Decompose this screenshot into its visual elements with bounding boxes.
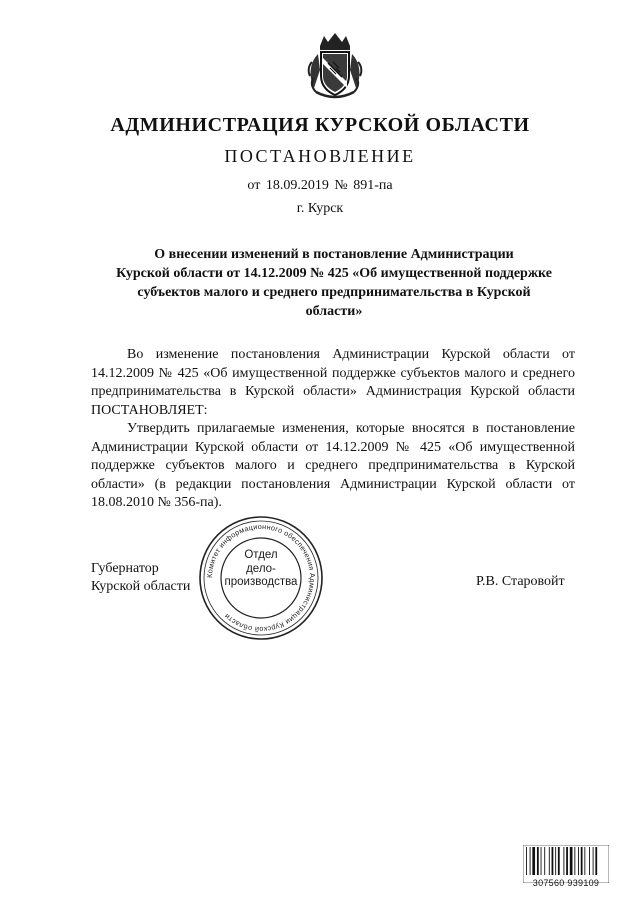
barcode-bar [549,847,550,875]
document-type: ПОСТАНОВЛЕНИЕ [224,146,416,166]
stamp-label-line: Отдел [244,549,278,561]
barcode-bar [563,847,564,875]
stamp-ring-text: Комитет информационного обеспечения Администрации Курской области [204,521,318,635]
subject-line: области» [305,304,363,319]
barcode-bar [593,847,594,875]
subject-line: Курской области от 14.12.2009 № 425 «Об имущественной поддержке [116,266,552,281]
document-date-number: от 18.09.2019 № 891-па [247,178,393,193]
barcode-bar [526,847,527,875]
stamp-label [224,549,298,590]
document-body [91,346,575,513]
barcode-bar [578,847,579,875]
signatory-name: Р.В. Старовойт [476,574,565,589]
signatory-title-line: Губернатор [91,561,159,576]
barcode-bar [541,847,542,875]
barcode-bar [595,847,597,875]
barcode-bar [537,847,539,875]
barcode-bar [544,847,545,875]
barcode-bar [581,847,583,875]
barcode-bar [555,847,556,875]
barcode-bar [532,847,535,875]
subject-line: О внесении изменений в постановление Администрации [154,247,514,262]
organization-title: АДМИНИСТРАЦИЯ КУРСКОЙ ОБЛАСТИ [110,114,530,136]
coat-of-arms-emblem [306,32,364,100]
barcode-bar [574,847,575,875]
stamp-label-line: дело- [246,562,276,575]
document-subject [108,245,560,321]
barcode-bar [566,847,568,875]
subject-line: субъектов малого и среднего предпринимательства в Курской [137,285,531,300]
barcode-bar [530,847,531,875]
signatory-title [91,560,190,596]
body-paragraph: Во изменение постановления Администрации Курской области от 14.12.2009 № 425 «Об имущественной поддержке субъектов малого и среднего предпринимательства в Курской области» Администрация Курской области ПОСТАНОВЛЯЕТ: [91,347,575,418]
signatory-title-line: Курской области [91,579,191,594]
barcode-number: 307560 939109 [532,878,600,888]
body-paragraph: Утвердить прилагаемые изменения, которые вносятся в постановление Администрации Курской области от 14.12.2009 № 425 «Об имущественной поддержке субъектов малого и среднего предпринимательства в Курской области» (в редакции постановления Администрации Курской области от 18.08.2010 № 356-па). [91,421,575,510]
barcode-bar [589,847,590,875]
barcode-bar [558,847,560,875]
document-place: г. Курск [296,201,344,216]
barcode-bar [570,847,573,875]
stamp-label-line: производства [224,576,298,588]
barcode-bar [584,847,585,875]
barcode-bar [552,847,554,875]
